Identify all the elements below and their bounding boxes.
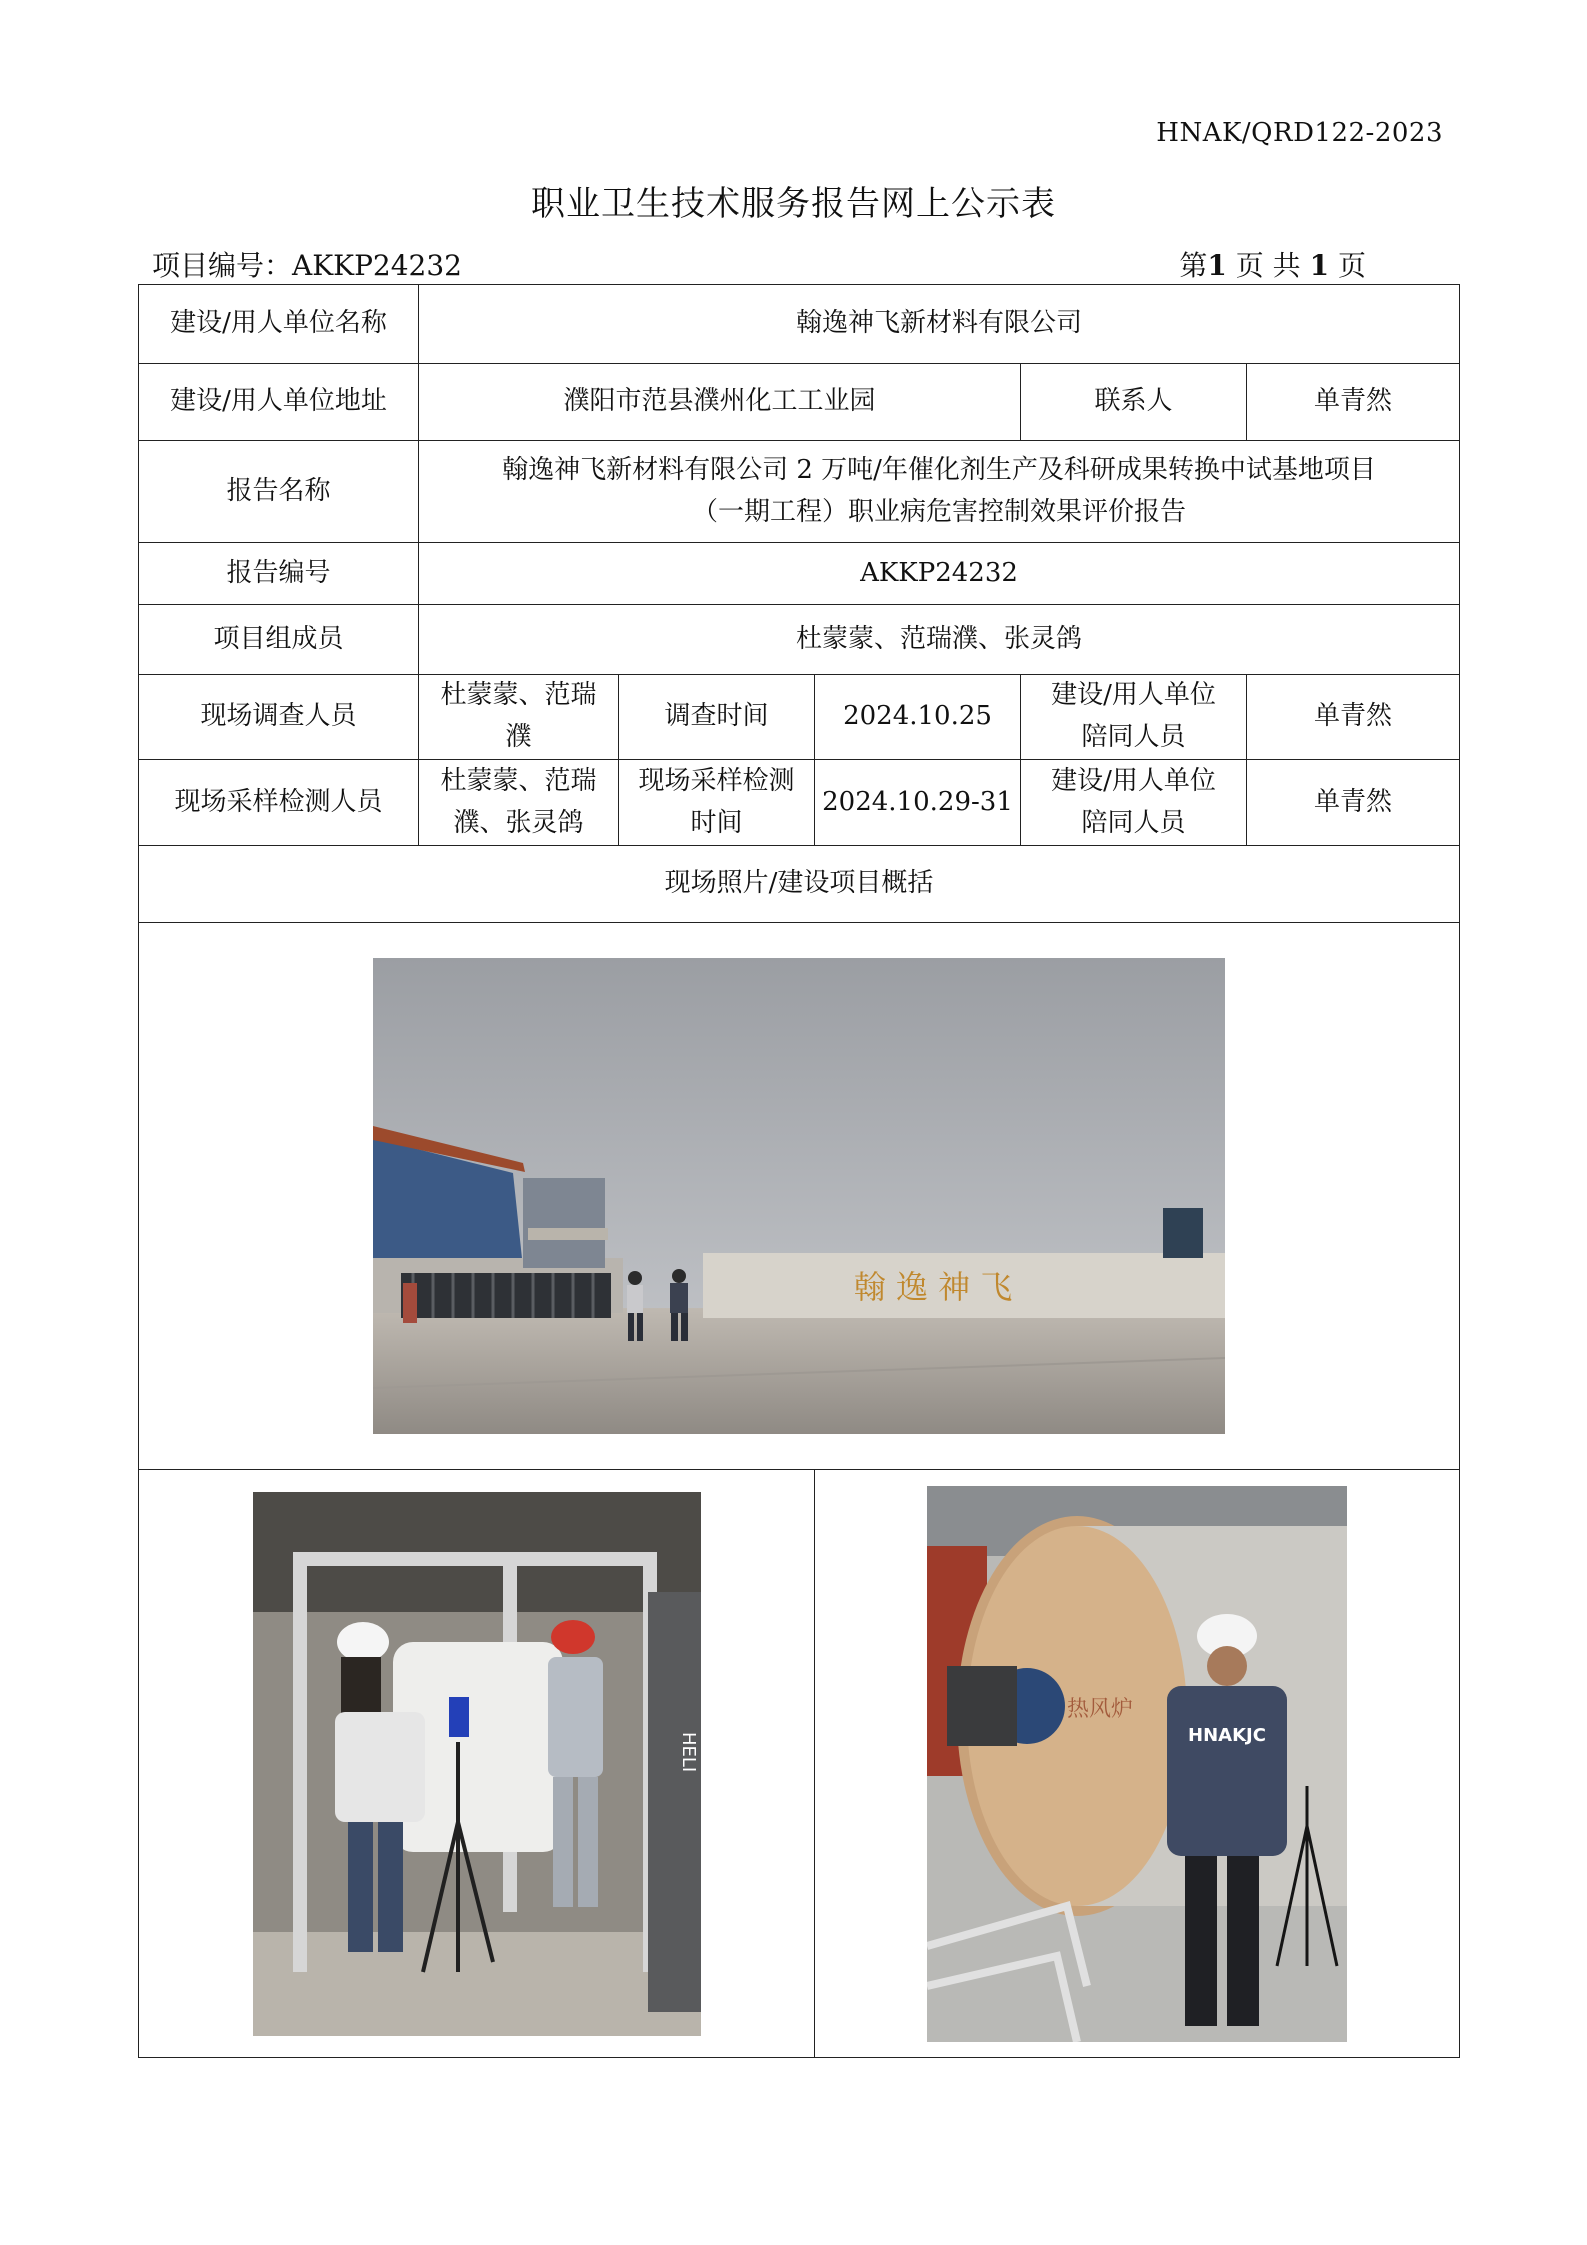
gate-photo: [373, 958, 1225, 1434]
sampling-staff-label: 现场采样检测人员: [139, 760, 419, 846]
report-name-value: 翰逸神飞新材料有限公司 2 万吨/年催化剂生产及科研成果转换中试基地项目 （一期工程）职业病危害控制效果评价报告: [419, 441, 1460, 543]
sampling-accompany-value: 单青然: [1247, 760, 1460, 846]
forklift-text: HELI: [677, 1731, 699, 1772]
boiler-photo-cell: [815, 1470, 1460, 2058]
report-no-label: 报告编号: [139, 543, 419, 605]
gate-sign-text: 翰 逸 神 飞: [853, 1268, 1013, 1306]
gate-photo-cell: [139, 923, 1460, 1470]
report-no-value: AKKP24232: [419, 543, 1460, 605]
meta-row: [152, 244, 1366, 284]
address-label: 建设/用人单位地址: [139, 364, 419, 441]
survey-time-label: 调查时间: [619, 675, 815, 760]
report-name-label: 报告名称: [139, 441, 419, 543]
survey-staff-value: 杜蒙蒙、范瑞 濮: [419, 675, 619, 760]
contact-value: 单青然: [1247, 364, 1460, 441]
sampling-accompany-label: 建设/用人单位 陪同人员: [1021, 760, 1247, 846]
members-value: 杜蒙蒙、范瑞濮、张灵鸽: [419, 605, 1460, 675]
boiler-photo: [927, 1486, 1347, 2042]
sampling-time-value: 2024.10.29-31: [815, 760, 1021, 846]
page-title: 职业卫生技术服务报告网上公示表: [531, 184, 1056, 224]
survey-accompany-value: 单青然: [1247, 675, 1460, 760]
contact-label: 联系人: [1021, 364, 1247, 441]
photos-heading: 现场照片/建设项目概括: [139, 846, 1460, 923]
vest-text: HNAKJC: [1188, 1724, 1266, 1746]
survey-accompany-label: 建设/用人单位 陪同人员: [1021, 675, 1247, 760]
unit-name-value: 翰逸神飞新材料有限公司: [419, 285, 1460, 364]
sampling-photo: [253, 1492, 701, 2036]
page-indicator: 第1 页 共 1 页: [1179, 249, 1366, 282]
unit-name-label: 建设/用人单位名称: [139, 285, 419, 364]
boiler-label: 热风炉: [1067, 1696, 1134, 1722]
report-table: [138, 284, 1460, 2058]
members-label: 项目组成员: [139, 605, 419, 675]
project-number: 项目编号：AKKP24232: [152, 249, 462, 282]
survey-staff-label: 现场调查人员: [139, 675, 419, 760]
sampling-photo-cell: [139, 1470, 815, 2058]
sampling-time-label: 现场采样检测 时间: [619, 760, 815, 846]
document-code: HNAK/QRD122-2023: [1156, 118, 1443, 148]
address-value: 濮阳市范县濮州化工工业园: [419, 364, 1021, 441]
sampling-staff-value: 杜蒙蒙、范瑞 濮、张灵鸽: [419, 760, 619, 846]
survey-time-value: 2024.10.25: [815, 675, 1021, 760]
